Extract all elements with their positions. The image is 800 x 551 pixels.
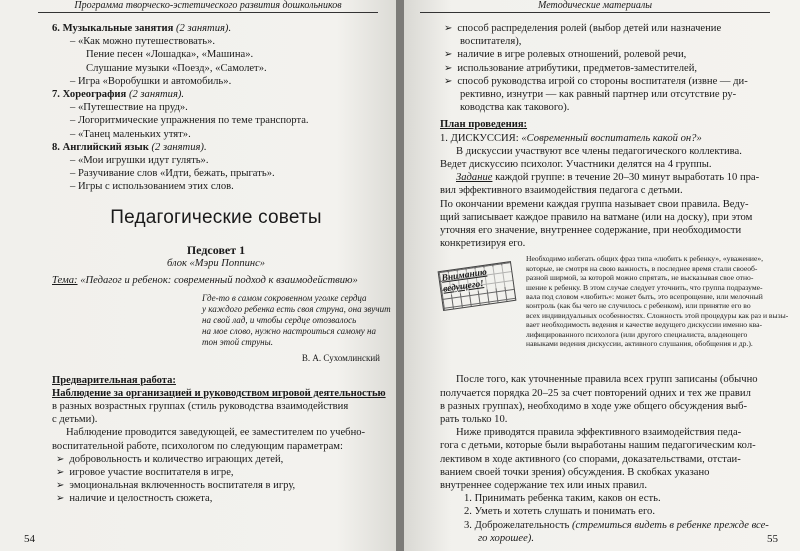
paragraph-line: Задание каждой группе: в течение 20–30 минут выработать 10 пра- [456,172,760,184]
epigraph-author: В. А. Сухомлинский [301,353,380,364]
paragraph-line: воспитательной работе, психологом по следующим параметрам: [52,440,343,452]
right-page [404,0,800,551]
council-title: Педсовет 1 [186,242,246,257]
council-block: блок «Мэри Поппинс» [167,258,265,270]
section-heading: 8. Английский язык (2 занятия). [52,141,207,153]
list-item: – «Танец маленьких утят». [70,128,191,140]
paragraph-line: Ниже приводятся правила эффективного взаимодействия педа- [456,427,742,439]
page-title: Педагогические советы [110,206,322,228]
callout-text: Необходимо избегать общих фраз типа «любить к ребенку», «уважение», которые, не смотря на свою важность, в последнее время стали своеоб- разной ширмой, за которой можно спрятать, не высказывая свое отно- шение к ребенку. В этом случае следует уточнить, что группа подразуме- вала под словом «любить»: может быть, это всепрощение, или мелочный контроль (как бы чего не случилось с ребенком), или принятие его во всех индивидуальных особенностях. Сложность этой процедуры как раз и вызы- вает необходимость ведения и качестве ведущего дискуссии именно ква- лифицированного психолога (или другого специалиста, владеющего навыками ведения дискуссии, активного слушания, обобщения и др.). [526,254,789,349]
epigraph: Где-то в самом сокровенном уголке сердца у каждого ребенка есть своя струна, она звучит на свой лад, и чтобы сердце отозвалось на мое слово, нужно настроиться самому на тон этой струны. [202,293,391,348]
list-item: – Игра «Воробушки и автомобиль». [70,75,232,87]
bullet-item: ➢ добровольность и количество играющих детей, [52,453,380,466]
bullet-item: ➢ игровое участие воспитателя в игре, [52,466,380,479]
bullet-item: ➢ способ распределения ролей (выбор детей или назначение [440,22,776,35]
paragraph-line: гога с детьми, которые были выработаны нашим педагогическим кол- [440,440,756,452]
rule-item-cont: го хорошее). [478,532,534,544]
paragraph-line: уточняя его значение, внутреннее содержание, при необходимости [440,225,742,237]
list-item: – Игры с использованием этих слов. [70,181,234,193]
running-head: Методические материалы [420,0,770,13]
list-item: – Логоритмические упражнения по теме транспорта. [70,115,309,127]
paragraph-line: В дискуссии участвуют все члены педагогического коллектива. [456,145,742,157]
right-content [440,22,789,545]
bullet-item: ➢ использование атрибутики, предметов-заместителей, [440,62,776,75]
section-heading: Наблюдение за организацией и руководством игровой деятельностью [52,387,386,399]
host-note-callout [440,254,789,367]
bullet-item: ➢ эмоциональная включенность воспитателя в игру, [52,479,380,492]
paragraph-line: с детьми). [52,414,98,426]
bullet-item-cont: воспитателя), [460,36,522,48]
page-number: 55 [767,533,778,545]
list-item: Пение песен «Лошадка», «Машина». [86,49,254,61]
bullet-item: ➢ наличие и целостность сюжета, [52,492,380,505]
book-gutter [396,0,404,551]
paragraph-line: Ведет дискуссию психолог. Участники делятся на 4 группы. [440,159,712,171]
left-content [52,22,391,506]
bullet-item-cont: ководства как такового). [460,102,570,114]
callout-label: Вниманию ведущего! [441,265,513,297]
rule-item: 3. Доброжелательность (стремиться видеть в ребенке прежде все- [464,519,769,531]
paragraph-line: Наблюдение проводится заведующей, ее заместителем по учебно- [66,427,366,439]
list-item: – Разучивание слов «Идти, бежать, прыгать». [70,168,275,180]
page-number: 54 [24,533,35,545]
paragraph-line: ванием своей точки зрения) обсуждения. В скобках указано [440,466,710,478]
paragraph-line: внутреннее содержание тех или иных правил. [440,480,647,492]
paragraph-line: в разных возрастных группах (стиль руководства взаимодействия [52,401,349,413]
paragraph-line: конкретизируя его. [440,238,526,250]
bullet-item-cont: рективно, изнутри — как равный партнер или отсутствие ру- [460,89,737,101]
paragraph-line: щий записывает каждое правило на ватмане (или на доску), при этом [440,211,753,223]
bullet-item: ➢ наличие в игре ролевых отношений, ролевой речи, [440,48,776,61]
rule-item: 1. Принимать ребенка таким, каков он есть. [464,493,661,505]
rule-item: 2. Уметь и хотеть слушать и понимать его. [464,506,655,518]
list-item: Слушание музыки «Поезд», «Самолет». [86,62,267,74]
list-item: – «Как можно путешествовать». [70,36,216,48]
bullet-item: ➢ способ руководства игрой со стороны воспитателя (извне — ди- [440,75,776,88]
list-item: – «Мои игрушки идут гулять». [70,155,209,167]
paragraph-line: получается порядка 20–25 за счет повторений одних и тех же правил [440,387,751,399]
paragraph-line: рать только 10. [440,414,508,426]
paragraph-line: вил эффективного взаимодействия педагога с детьми. [440,185,683,197]
section-heading: 7. Хореография (2 занятия). [52,89,185,101]
section-heading: Предварительная работа: [52,374,176,386]
paragraph-line: лективом в ходе активного (со спорами, доказательствами, отстаи- [440,453,741,465]
grid-stamp-icon [438,261,517,311]
paragraph-line: в разных группах), необходимо в ходе уже общего обсуждения выб- [440,400,748,412]
list-item: – «Путешествие на пруд». [70,102,188,114]
discussion-title: 1. ДИСКУССИЯ: «Современный воспитатель какой он?» [440,132,702,144]
section-heading: 6. Музыкальные занятия (2 занятия). [52,23,232,34]
paragraph-line: После того, как уточненные правила всех групп записаны (обычно [456,374,758,386]
paragraph-line: По окончании времени каждая группа называет свои правила. Веду- [440,198,749,210]
theme-line: Тема: «Педагог и ребенок: современный подход к взаимодействию» [52,275,358,287]
plan-heading: План проведения: [440,119,528,131]
left-page [0,0,396,551]
running-head: Программа творческо-эстетического развития дошкольников [38,0,378,13]
